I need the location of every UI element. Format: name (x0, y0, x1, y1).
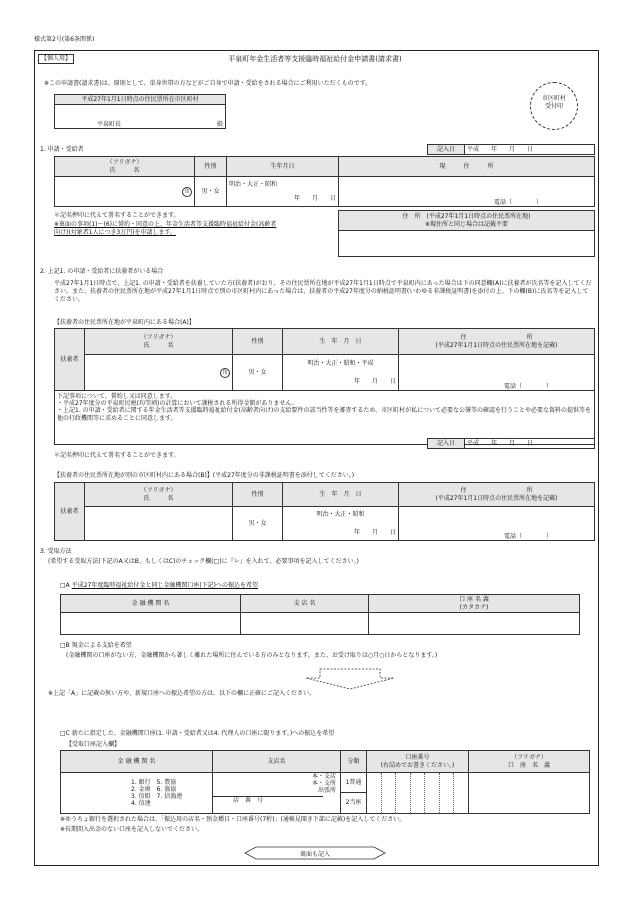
section2-note: ＊記名押印に代えて署名することができます。 (54, 452, 180, 459)
section1-heading: 1. 申請・受給者 (40, 146, 84, 153)
option-b-note: (金融機関の口座がない方、金融機関から著しく離れた場所に住んでいる方のみとなります。また、お受け取りは○月○日からとなります。) (66, 652, 438, 659)
form-title: 平泉町年金生活者等支援臨時福祉給付金申請書(請求書) (228, 55, 402, 63)
long-term-note: ※長期間入出金のない口座を記入しないでください。 (60, 826, 204, 833)
option-a-branch-field[interactable] (241, 613, 369, 635)
back-side-label: 裏面も記入 (299, 851, 330, 858)
down-arrow-icon (290, 668, 410, 690)
supporter-b-address-field[interactable]: 電話（ ） (399, 507, 595, 541)
yucho-note: ※ゆうちょ銀行を選択された場合は、「振込用の店名・預金種目・口座番号(7桁)」(通帳見開き下部に記載)を記入してください。 (60, 816, 406, 823)
option-b[interactable]: □B 現金による支給を希望 (60, 642, 132, 649)
applicant-sex-field[interactable]: 男・女 (195, 177, 227, 207)
section1-table: （フリガナ） 氏 名 性別 生年月日 現 住 所 印 男・女 明治・大正・昭和 年 月 日 電話（ ） (54, 156, 595, 207)
section1-date-field[interactable]: 平成 年 月 日 (465, 145, 595, 155)
section1-date-box: 記入日 平成 年 月 日 (427, 144, 595, 155)
residence-field[interactable] (339, 231, 595, 257)
applicant-dob-field[interactable]: 明治・大正・昭和 年 月 日 (227, 177, 339, 207)
option-a-holder-field[interactable] (369, 613, 580, 635)
supporter-b-dob-field[interactable]: 明治・大正・昭和 年 月 日 (283, 507, 399, 541)
section3-desc: (希望する受取方法(下記のA又はB、もしくはC)のチェック欄(□)に『レ』を入れて、必要事項を記入してください。) (48, 558, 359, 565)
residence-table: 住 所 (平成27年1月1日時点の住民票所在地) ※現住所と同じ場合は記載不要 (338, 210, 595, 257)
option-b-checkbox[interactable]: □B (60, 642, 70, 649)
supporter-a-dob-field[interactable]: 明治・大正・昭和・平成 年 月 日 (283, 355, 399, 391)
personal-use-tag: 【個人用】 (38, 54, 74, 64)
section2-heading: 2. 上記1. の申請・受給者に扶養者がいる場合 (40, 268, 164, 275)
option-c-branch-field[interactable]: 本・支店 本・支所 出張所 店 番 号 (213, 773, 341, 814)
applicant-address-field[interactable]: 電話（ ） (339, 177, 595, 207)
option-c-holder-field[interactable] (469, 773, 590, 814)
mayor-label: 平泉町長 (97, 120, 122, 128)
address-box (54, 94, 226, 129)
option-c-type-field[interactable]: 1普通 2当座 (341, 773, 367, 814)
option-c-table: 金 融 機 関 名 支店名 分類 口座番号 (右詰めでお書きください。) （フリガナ） 口 座 名 義 1. 銀行 2. 金庫 3. 信組 4. 信連 5. 農協 6. 漁協 7. 信漁連 本・支店 本・支所 出張所 店 番 号 1普通 2当座 (60, 750, 590, 814)
option-a-checkbox[interactable]: □A (60, 582, 70, 589)
option-c-account-number-field[interactable] (367, 773, 469, 814)
supporter-b-table: 扶養者 （フリガナ） 氏 名 性別 生 年 月 日 住 所 (平成27年1月1日時点の住民票所在地を記載) 男・女 明治・大正・昭和 年 月 日 電話（ ） (54, 482, 595, 541)
section1-note2: ※裏面の事項(1)～(6)に誓約・同意の上、年金生活者等支援臨時福祉給付金(高齢者向け)(対象者1人につき3万円)を申請します。 (54, 221, 277, 237)
section2-desc: 平成27年1月1日時点で、上記1. の申請・受給者を扶養していた方(扶養者)がおり、その住民票所在地が平成27年1月1日時点で平泉町内にあった場合は下の同意欄(A)に扶養者が氏名等を記入してください。また、扶養者の住民票所在地が平成27年1月1日時点で別の市区町村内にあった場合は、扶養者の平成27年度分の納税証明書(いわゆる非課税証明書)を添付の上、下の欄(B)に氏名等を記入してください。 (54, 280, 592, 304)
option-c[interactable]: □C 新たに指定した、金融機関口座(1. 申請・受給者又は4. 代理人の口座に限ります。)への振込を希望 (60, 730, 335, 737)
section1-note1: ＊記名押印に代えて署名することができます。 (54, 212, 180, 219)
option-a-table: 金 融 機 関 名 支 店 名 口 座 名 義 (カタカナ) (60, 594, 580, 635)
option-a-bank-field[interactable] (61, 613, 241, 635)
section2-b-heading: 【扶養者の住民票所在地が別の市区町村内にある場合(B)】(平成27年度分の非課税証明書を添付してください。) (54, 472, 355, 479)
option-c-heading: 【受取口座記入欄】 (66, 741, 121, 748)
supporter-b-sex-field[interactable]: 男・女 (233, 507, 283, 541)
supporter-b-name-field[interactable] (85, 507, 233, 541)
seal-mark: 印 (220, 368, 230, 378)
supporter-a-label: 扶養者 (55, 329, 85, 391)
applicant-name-field[interactable] (55, 177, 195, 207)
supporter-a-sex-field[interactable]: 男・女 (233, 355, 283, 391)
supporter-a-name-field[interactable] (85, 355, 233, 391)
address-box-header: 平成27年1月1日時点の住民票所在市区町村 (55, 95, 226, 105)
option-a[interactable]: □A 平成27年度臨時福祉給付金と同じ金融機関口座(下記)への振込を希望 (60, 582, 259, 589)
option-c-checkbox[interactable]: □C (60, 730, 70, 737)
receipt-stamp-circle: 市区町村 受付印 (530, 82, 578, 130)
supporter-a-table: 扶養者 （フリガナ） 氏 名 性別 生 年 月 日 住 所 (平成27年1月1日時点の住民票所在地を記載) 印 男・女 明治・大正・昭和・平成 年 月 日 電話（ ） 下記事項について、誓約し又は同意します。 ・平成27年度分の平泉町民税(均等割)の計算において課税される所得金額がありません。 ・上記1. の申請・受給者に関する年金生活者等支援臨時福祉給付金(高齢者向け)の支給要件の該当性等を審査するため、市区町村が私について必要な公簿等の確認を行うことや必要な資料の提供等を他の行政機関等に求めることに同意します。 (54, 328, 595, 445)
intro-note: ※この申請書(請求書)は、原則として、単身世帯の方などがご自身で申請・受給をされる場合にご利用いただくものです。 (44, 80, 372, 87)
seal-mark: 印 (182, 187, 192, 197)
form-number: 様式第2号(第6条関係) (34, 36, 95, 43)
consent-box: 下記事項について、誓約し又は同意します。 ・平成27年度分の平泉町民税(均等割)の計算において課税される所得金額がありません。 ・上記1. の申請・受給者に関する年金生活者等支援臨時福祉給付金(高齢者向け)の支給要件の該当性等を審査するため、市区町村が私について必要な公簿等の確認を行うことや必要な資料の提供等を他の行政機関等に求めることに同意します。 (55, 391, 595, 445)
section3-heading: 3. 受取方法 (40, 548, 72, 555)
callout-text: ※上記「A」に記載の無い方や、新規口座への振込希望の方は、以下の欄に正確にご記入ください。 (48, 690, 316, 697)
supporter-b-label: 扶養者 (55, 483, 85, 541)
section2-a-heading: 【扶養者の住民票所在地が平泉町内にある場合(A)】 (54, 319, 195, 326)
section2-date-field[interactable]: 平成 年 月 日 (465, 439, 595, 449)
option-c-bank-field[interactable]: 1. 銀行 2. 金庫 3. 信組 4. 信連 5. 農協 6. 漁協 7. 信漁連 (61, 773, 213, 814)
section2-date-box: 記入日 平成 年 月 日 (427, 438, 595, 449)
supporter-a-address-field[interactable]: 電話（ ） (399, 355, 595, 391)
dono-label: 殿 (216, 120, 223, 128)
